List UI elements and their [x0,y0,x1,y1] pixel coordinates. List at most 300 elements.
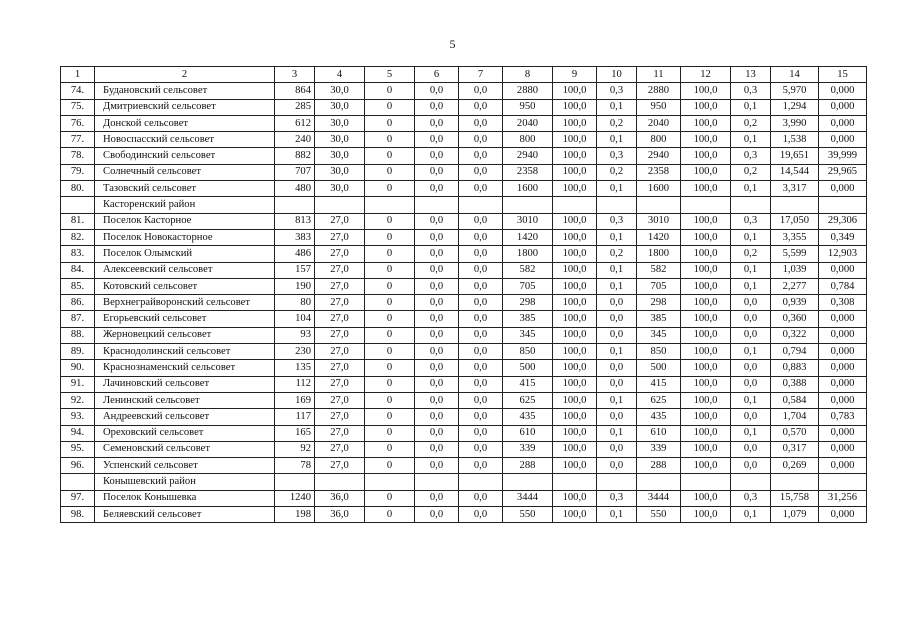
table-row [61,376,867,392]
value-cell: 339 [503,441,553,457]
value-cell: 100,0 [553,392,597,408]
value-cell: 36,0 [315,490,365,506]
value-cell: 0,1 [597,344,637,360]
value-cell: 0,1 [597,278,637,294]
value-cell: 0,0 [459,99,503,115]
value-cell: 0,0 [415,392,459,408]
settlement-name-cell: Тазовский сельсовет [95,181,275,197]
value-cell: 0,0 [415,148,459,164]
value-cell: 100,0 [681,278,731,294]
value-cell: 0,0 [459,507,503,523]
value-cell [415,474,459,490]
value-cell: 0,0 [459,213,503,229]
value-cell: 0,000 [819,83,867,99]
value-cell: 0,0 [415,295,459,311]
value-cell: 0,0 [415,441,459,457]
value-cell: 100,0 [681,99,731,115]
value-cell: 383 [275,229,315,245]
settlement-name-cell: Ореховский сельсовет [95,425,275,441]
value-cell: 339 [637,441,681,457]
value-cell: 1800 [637,246,681,262]
value-cell: 0,317 [771,441,819,457]
value-cell: 0 [365,376,415,392]
value-cell: 298 [503,295,553,311]
value-cell: 92 [275,441,315,457]
value-cell: 0,0 [415,376,459,392]
value-cell: 0,0 [459,311,503,327]
value-cell [315,474,365,490]
value-cell: 345 [637,327,681,343]
value-cell: 1,704 [771,409,819,425]
value-cell: 27,0 [315,327,365,343]
settlement-name-cell: Семеновский сельсовет [95,441,275,457]
value-cell: 100,0 [681,425,731,441]
value-cell: 0 [365,311,415,327]
table-row [61,181,867,197]
value-cell: 2040 [503,115,553,131]
value-cell: 100,0 [553,441,597,457]
value-cell: 0 [365,507,415,523]
table-row [61,295,867,311]
value-cell: 30,0 [315,83,365,99]
settlement-name-cell: Жерновецкий сельсовет [95,327,275,343]
value-cell: 0 [365,327,415,343]
row-number-cell: 78. [61,148,95,164]
row-number-cell: 85. [61,278,95,294]
value-cell: 0,1 [597,392,637,408]
value-cell: 100,0 [553,409,597,425]
value-cell [637,474,681,490]
value-cell: 0,2 [597,246,637,262]
column-number-cell: 9 [553,67,597,83]
value-cell: 0,3 [597,213,637,229]
value-cell: 0,3 [597,148,637,164]
value-cell: 500 [637,360,681,376]
table-row [61,132,867,148]
row-number-cell: 84. [61,262,95,278]
value-cell: 813 [275,213,315,229]
value-cell: 0 [365,229,415,245]
value-cell: 415 [637,376,681,392]
value-cell: 0,000 [819,376,867,392]
value-cell: 0 [365,360,415,376]
row-number-cell: 94. [61,425,95,441]
value-cell: 0 [365,425,415,441]
column-number-cell: 13 [731,67,771,83]
value-cell: 0,1 [597,99,637,115]
table-row [61,83,867,99]
value-cell: 27,0 [315,311,365,327]
row-number-cell: 79. [61,164,95,180]
value-cell: 27,0 [315,262,365,278]
row-number-cell: 90. [61,360,95,376]
value-cell: 0,0 [731,376,771,392]
value-cell: 0,0 [415,409,459,425]
value-cell: 100,0 [681,507,731,523]
value-cell: 3444 [637,490,681,506]
page-number: 5 [449,37,456,51]
value-cell: 0,0 [597,376,637,392]
value-cell: 2040 [637,115,681,131]
value-cell: 0,1 [731,392,771,408]
value-cell: 0,1 [597,181,637,197]
value-cell [681,474,731,490]
value-cell: 100,0 [681,441,731,457]
value-cell: 1800 [503,246,553,262]
value-cell: 0,388 [771,376,819,392]
value-cell: 0,0 [459,490,503,506]
value-cell: 0,000 [819,425,867,441]
value-cell: 30,0 [315,99,365,115]
value-cell: 0,0 [459,132,503,148]
value-cell: 30,0 [315,115,365,131]
value-cell: 100,0 [553,295,597,311]
value-cell: 345 [503,327,553,343]
column-number-cell: 6 [415,67,459,83]
value-cell: 550 [637,507,681,523]
row-number-cell: 77. [61,132,95,148]
value-cell: 78 [275,458,315,474]
settlement-name-cell: Донской сельсовет [95,115,275,131]
value-cell: 0,000 [819,344,867,360]
value-cell: 0,0 [731,295,771,311]
value-cell: 0,0 [415,181,459,197]
district-header-row [61,474,867,490]
value-cell: 27,0 [315,425,365,441]
district-name-cell: Конышевский район [95,474,275,490]
table-row [61,441,867,457]
column-number-cell: 4 [315,67,365,83]
value-cell: 27,0 [315,229,365,245]
value-cell: 1600 [503,181,553,197]
value-cell: 0,000 [819,327,867,343]
settlement-name-cell: Беляевский сельсовет [95,507,275,523]
value-cell: 0,584 [771,392,819,408]
value-cell: 582 [503,262,553,278]
value-cell: 385 [637,311,681,327]
value-cell: 27,0 [315,246,365,262]
value-cell: 707 [275,164,315,180]
value-cell: 0 [365,295,415,311]
value-cell: 0,000 [819,262,867,278]
value-cell: 0,0 [459,262,503,278]
column-number-cell: 11 [637,67,681,83]
value-cell: 27,0 [315,409,365,425]
value-cell: 2880 [503,83,553,99]
value-cell: 157 [275,262,315,278]
settlement-name-cell: Андреевский сельсовет [95,409,275,425]
value-cell: 31,256 [819,490,867,506]
table-row [61,99,867,115]
value-cell: 0,000 [819,458,867,474]
value-cell: 190 [275,278,315,294]
value-cell: 0,0 [415,262,459,278]
value-cell: 0,0 [731,327,771,343]
value-cell: 0 [365,344,415,360]
value-cell [597,474,637,490]
row-number-cell: 88. [61,327,95,343]
value-cell: 0,1 [597,262,637,278]
value-cell: 0,2 [731,246,771,262]
value-cell: 0,0 [597,441,637,457]
value-cell: 14,544 [771,164,819,180]
value-cell: 29,965 [819,164,867,180]
value-cell: 1600 [637,181,681,197]
value-cell: 0,000 [819,392,867,408]
value-cell: 0,0 [415,132,459,148]
column-number-cell: 8 [503,67,553,83]
row-number-cell: 75. [61,99,95,115]
value-cell: 882 [275,148,315,164]
value-cell: 950 [503,99,553,115]
value-cell: 0,0 [731,360,771,376]
value-cell: 0,3 [731,490,771,506]
value-cell: 0,0 [459,344,503,360]
row-number-cell: 96. [61,458,95,474]
value-cell: 100,0 [553,181,597,197]
value-cell: 0,2 [597,115,637,131]
value-cell: 0,0 [415,311,459,327]
value-cell: 100,0 [553,246,597,262]
value-cell: 2940 [637,148,681,164]
value-cell: 0,1 [731,507,771,523]
value-cell: 19,651 [771,148,819,164]
value-cell: 1240 [275,490,315,506]
table-header-row [61,67,867,83]
value-cell: 36,0 [315,507,365,523]
value-cell: 0,570 [771,425,819,441]
column-number-cell: 15 [819,67,867,83]
value-cell [597,197,637,213]
settlement-name-cell: Свободинский сельсовет [95,148,275,164]
value-cell: 850 [637,344,681,360]
value-cell: 0,1 [731,181,771,197]
value-cell: 0,939 [771,295,819,311]
value-cell: 0,794 [771,344,819,360]
row-number-cell: 86. [61,295,95,311]
value-cell: 500 [503,360,553,376]
value-cell: 0,0 [459,360,503,376]
settlement-name-cell: Котовский сельсовет [95,278,275,294]
value-cell: 3,317 [771,181,819,197]
value-cell: 0,322 [771,327,819,343]
value-cell: 0 [365,115,415,131]
value-cell [553,197,597,213]
value-cell: 864 [275,83,315,99]
value-cell: 950 [637,99,681,115]
value-cell: 0,3 [731,148,771,164]
value-cell: 0,2 [597,164,637,180]
value-cell: 0,308 [819,295,867,311]
value-cell: 100,0 [681,490,731,506]
value-cell: 0 [365,246,415,262]
value-cell [731,197,771,213]
value-cell: 27,0 [315,213,365,229]
district-header-row [61,197,867,213]
value-cell: 12,903 [819,246,867,262]
value-cell [503,197,553,213]
value-cell: 100,0 [681,262,731,278]
value-cell: 0 [365,278,415,294]
value-cell: 1420 [503,229,553,245]
value-cell: 610 [503,425,553,441]
value-cell: 27,0 [315,360,365,376]
value-cell: 100,0 [553,148,597,164]
value-cell [731,474,771,490]
value-cell [771,474,819,490]
district-name-cell: Касторенский район [95,197,275,213]
value-cell: 0 [365,392,415,408]
value-cell: 104 [275,311,315,327]
value-cell [771,197,819,213]
value-cell: 800 [503,132,553,148]
value-cell: 0,000 [819,441,867,457]
value-cell: 100,0 [553,490,597,506]
row-number-cell: 91. [61,376,95,392]
value-cell: 100,0 [553,458,597,474]
value-cell [365,197,415,213]
value-cell: 0,0 [459,327,503,343]
value-cell: 0,1 [597,425,637,441]
value-cell: 0,0 [415,115,459,131]
value-cell: 15,758 [771,490,819,506]
value-cell: 169 [275,392,315,408]
value-cell: 285 [275,99,315,115]
value-cell: 0,000 [819,360,867,376]
value-cell: 27,0 [315,392,365,408]
value-cell: 100,0 [681,213,731,229]
value-cell: 0,784 [819,278,867,294]
value-cell: 0,1 [597,229,637,245]
value-cell: 100,0 [553,376,597,392]
row-number-cell: 83. [61,246,95,262]
row-number-cell: 82. [61,229,95,245]
value-cell: 0,0 [415,490,459,506]
value-cell: 0,0 [415,246,459,262]
value-cell: 100,0 [681,295,731,311]
value-cell: 0 [365,99,415,115]
value-cell: 0,0 [459,83,503,99]
value-cell: 100,0 [681,229,731,245]
value-cell: 0,0 [415,458,459,474]
value-cell: 0,1 [597,132,637,148]
row-number-cell [61,474,95,490]
value-cell [637,197,681,213]
row-number-cell: 97. [61,490,95,506]
value-cell: 0,3 [597,490,637,506]
settlement-name-cell: Алексеевский сельсовет [95,262,275,278]
table-row [61,344,867,360]
value-cell: 0 [365,164,415,180]
value-cell [415,197,459,213]
value-cell: 0,0 [459,458,503,474]
value-cell: 705 [503,278,553,294]
table-row [61,507,867,523]
value-cell: 100,0 [553,99,597,115]
value-cell [819,474,867,490]
row-number-cell: 92. [61,392,95,408]
value-cell: 0,0 [415,164,459,180]
value-cell: 0,3 [731,213,771,229]
value-cell: 298 [637,295,681,311]
value-cell: 27,0 [315,344,365,360]
value-cell: 3010 [637,213,681,229]
value-cell: 0,2 [731,164,771,180]
value-cell: 0 [365,490,415,506]
value-cell: 135 [275,360,315,376]
row-number-cell: 81. [61,213,95,229]
value-cell: 2358 [503,164,553,180]
settlement-name-cell: Поселок Новокасторное [95,229,275,245]
column-number-cell: 12 [681,67,731,83]
value-cell: 198 [275,507,315,523]
value-cell: 0,000 [819,311,867,327]
settlement-name-cell: Краснознаменский сельсовет [95,360,275,376]
settlement-name-cell: Будановский сельсовет [95,83,275,99]
value-cell: 0,269 [771,458,819,474]
value-cell: 17,050 [771,213,819,229]
table-row [61,458,867,474]
value-cell: 27,0 [315,376,365,392]
value-cell: 100,0 [681,327,731,343]
column-number-cell: 2 [95,67,275,83]
value-cell: 0 [365,409,415,425]
value-cell: 625 [503,392,553,408]
table-row [61,115,867,131]
value-cell [681,197,731,213]
value-cell: 0,2 [731,115,771,131]
data-table [60,66,867,523]
value-cell: 3,355 [771,229,819,245]
value-cell: 2358 [637,164,681,180]
value-cell [819,197,867,213]
value-cell: 0 [365,181,415,197]
value-cell [365,474,415,490]
table-row [61,392,867,408]
value-cell: 30,0 [315,181,365,197]
value-cell: 0,0 [459,425,503,441]
value-cell: 0,0 [459,115,503,131]
value-cell: 0,783 [819,409,867,425]
settlement-name-cell: Новоспасский сельсовет [95,132,275,148]
settlement-name-cell: Поселок Олымский [95,246,275,262]
value-cell: 0,1 [731,99,771,115]
row-number-cell: 74. [61,83,95,99]
row-number-cell: 87. [61,311,95,327]
value-cell: 0,1 [597,507,637,523]
table-row [61,360,867,376]
value-cell: 435 [637,409,681,425]
value-cell: 0,0 [415,99,459,115]
value-cell: 0,3 [597,83,637,99]
value-cell: 100,0 [553,262,597,278]
value-cell: 1,079 [771,507,819,523]
value-cell: 29,306 [819,213,867,229]
value-cell: 1,039 [771,262,819,278]
column-number-cell: 7 [459,67,503,83]
value-cell: 0,000 [819,132,867,148]
value-cell [459,197,503,213]
value-cell: 0,000 [819,115,867,131]
value-cell: 5,599 [771,246,819,262]
value-cell: 0,360 [771,311,819,327]
table-row [61,213,867,229]
table-row [61,164,867,180]
value-cell: 100,0 [553,132,597,148]
value-cell: 0,0 [731,311,771,327]
value-cell: 0,0 [459,278,503,294]
table-row [61,246,867,262]
